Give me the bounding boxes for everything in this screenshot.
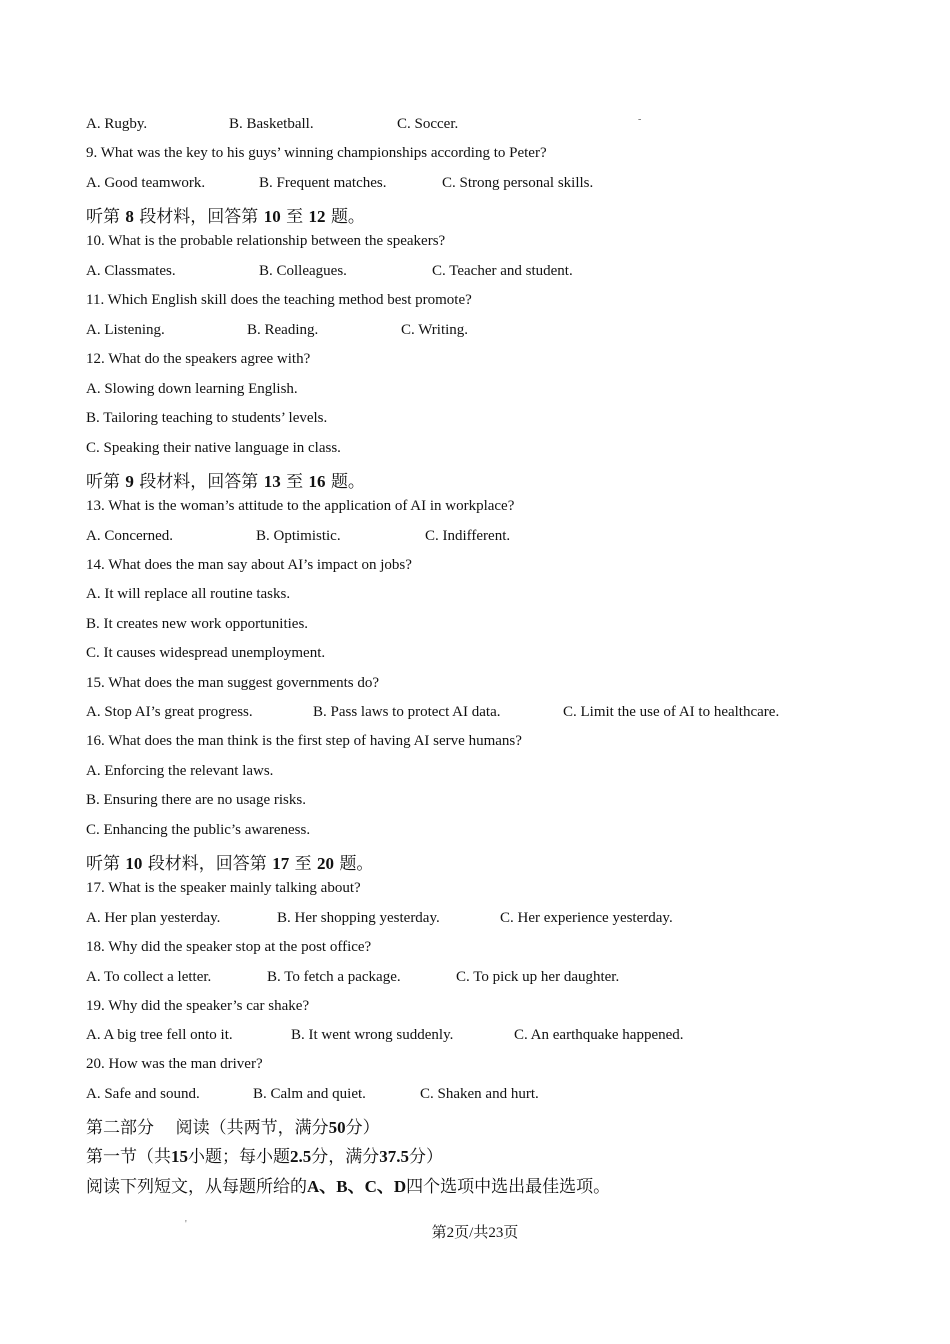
q14-option-b: B. It creates new work opportunities. xyxy=(86,616,309,632)
q10-question: 10. What is the probable relationship between the speakers? xyxy=(86,233,446,249)
page-number: 第2页/共23页 xyxy=(431,1225,519,1241)
q20-option-c: C. Shaken and hurt. xyxy=(420,1086,539,1102)
q13-option-b: B. Optimistic. xyxy=(256,528,341,544)
q18-option-b: B. To fetch a package. xyxy=(267,969,401,985)
section1-heading: 第一节（共15小题；每小题2.5分，满分37.5分） xyxy=(86,1147,443,1167)
q20-option-a: A. Safe and sound. xyxy=(86,1086,200,1102)
q10-option-c: C. Teacher and student. xyxy=(432,263,573,279)
q14-question: 14. What does the man say about AI’s impact on jobs? xyxy=(86,557,412,573)
q11-question: 11. Which English skill does the teaching method best promote? xyxy=(86,292,472,308)
q17-option-b: B. Her shopping yesterday. xyxy=(277,910,440,926)
q9-option-a: A. Good teamwork. xyxy=(86,175,206,191)
q11-option-c: C. Writing. xyxy=(401,322,469,338)
q19-question: 19. Why did the speaker’s car shake? xyxy=(86,998,310,1014)
stray-mark-top: - xyxy=(638,114,642,125)
q18-option-c: C. To pick up her daughter. xyxy=(456,969,620,985)
q14-option-a: A. It will replace all routine tasks. xyxy=(86,586,291,602)
q8-option-a: A. Rugby. xyxy=(86,116,148,132)
q9-question: 9. What was the key to his guys’ winning championships according to Peter? xyxy=(86,145,547,161)
q15-question: 15. What does the man suggest governments do? xyxy=(86,675,379,691)
q9-option-c: C. Strong personal skills. xyxy=(442,175,594,191)
q16-question: 16. What does the man think is the first step of having AI serve humans? xyxy=(86,733,522,749)
q15-option-a: A. Stop AI’s great progress. xyxy=(86,704,253,720)
q11-option-b: B. Reading. xyxy=(247,322,319,338)
q18-option-a: A. To collect a letter. xyxy=(86,969,212,985)
q20-question: 20. How was the man driver? xyxy=(86,1056,263,1072)
section-10-header: 听第 10 段材料，回答第 17 至 20 题。 xyxy=(86,854,374,874)
q15-option-c: C. Limit the use of AI to healthcare. xyxy=(563,704,780,720)
q19-option-b: B. It went wrong suddenly. xyxy=(291,1027,454,1043)
q13-option-a: A. Concerned. xyxy=(86,528,174,544)
part2-heading: 第二部分 阅读（共两节，满分50分） xyxy=(86,1118,380,1138)
q9-option-b: B. Frequent matches. xyxy=(259,175,387,191)
q13-option-c: C. Indifferent. xyxy=(425,528,511,544)
q19-option-c: C. An earthquake happened. xyxy=(514,1027,684,1043)
q11-option-a: A. Listening. xyxy=(86,322,165,338)
stray-mark-bottom: ' xyxy=(185,1219,187,1230)
q16-option-b: B. Ensuring there are no usage risks. xyxy=(86,792,306,808)
q12-question: 12. What do the speakers agree with? xyxy=(86,351,311,367)
q10-option-b: B. Colleagues. xyxy=(259,263,347,279)
q16-option-c: C. Enhancing the public’s awareness. xyxy=(86,822,311,838)
section-9-header: 听第 9 段材料，回答第 13 至 16 题。 xyxy=(86,472,365,492)
q18-question: 18. Why did the speaker stop at the post office? xyxy=(86,939,372,955)
reading-instruction: 阅读下列短文，从每题所给的A、B、C、D四个选项中选出最佳选项。 xyxy=(86,1177,611,1197)
q8-option-b: B. Basketball. xyxy=(229,116,314,132)
q12-option-c: C. Speaking their native language in class. xyxy=(86,440,341,456)
q20-option-b: B. Calm and quiet. xyxy=(253,1086,366,1102)
q8-option-c: C. Soccer. xyxy=(397,116,459,132)
q16-option-a: A. Enforcing the relevant laws. xyxy=(86,763,274,779)
q15-option-b: B. Pass laws to protect AI data. xyxy=(313,704,501,720)
q10-option-a: A. Classmates. xyxy=(86,263,176,279)
q17-option-c: C. Her experience yesterday. xyxy=(500,910,673,926)
q13-question: 13. What is the woman’s attitude to the application of AI in workplace? xyxy=(86,498,515,514)
section-8-header: 听第 8 段材料，回答第 10 至 12 题。 xyxy=(86,207,365,227)
q14-option-c: C. It causes widespread unemployment. xyxy=(86,645,326,661)
q12-option-a: A. Slowing down learning English. xyxy=(86,381,298,397)
q17-option-a: A. Her plan yesterday. xyxy=(86,910,221,926)
q17-question: 17. What is the speaker mainly talking about? xyxy=(86,880,361,896)
q12-option-b: B. Tailoring teaching to students’ levels. xyxy=(86,410,328,426)
q19-option-a: A. A big tree fell onto it. xyxy=(86,1027,233,1043)
